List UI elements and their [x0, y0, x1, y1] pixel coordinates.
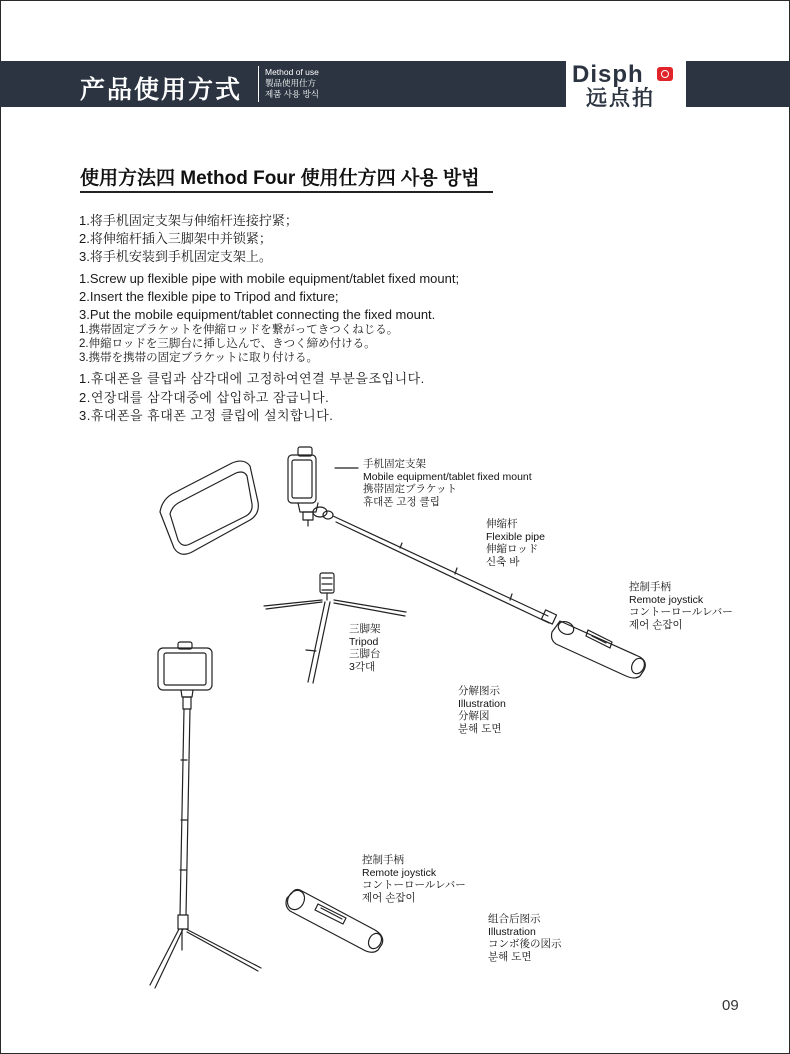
label-line: 手机固定支架 — [363, 458, 426, 470]
step-item: 3.将手机安装到手机固定支架上。 — [79, 249, 272, 264]
label-line: Remote joystick — [629, 593, 704, 606]
step-item: 1.携帯固定ブラケットを伸縮ロッドを繋がってきつくねじる。 — [79, 324, 399, 336]
label-line: 携帯固定ブラケット — [363, 483, 457, 495]
label-line: コントーロールレバー — [362, 879, 466, 891]
label-line: 분해 도면 — [458, 722, 502, 735]
label-line: 휴대폰 고정 클립 — [363, 495, 440, 508]
tripod-drawing — [264, 573, 406, 683]
label-line: Tripod — [349, 635, 379, 648]
label-line: コンボ後の図示 — [488, 938, 562, 950]
label-tripod — [349, 623, 381, 673]
label-line: 控制手柄 — [629, 581, 671, 593]
label-line: 三脚架 — [349, 623, 381, 635]
label-line: 分解図 — [458, 710, 490, 722]
label-pipe — [486, 518, 545, 568]
subtitle-jp: 製品使用仕方 — [265, 78, 317, 88]
tablet-drawing — [160, 461, 258, 554]
label-line: 분해 도면 — [488, 950, 532, 963]
label-line: 신축 바 — [486, 555, 520, 568]
label-line: Mobile equipment/tablet fixed mount — [363, 470, 532, 483]
label-joystick-bottom — [362, 854, 466, 904]
label-line: Illustration — [488, 925, 536, 938]
page-title: 产品使用方式 — [80, 76, 243, 104]
step-item: 1.将手机固定支架与伸缩杆连接拧紧； — [79, 213, 298, 228]
label-line: 组合后图示 — [488, 913, 541, 925]
label-line: 控制手柄 — [362, 854, 404, 866]
logo-text-cn: 远点拍 — [586, 87, 655, 110]
page-number: 09 — [722, 997, 739, 1014]
step-item: 1.Screw up flexible pipe with mobile equipment/tablet fixed mount; — [79, 271, 460, 286]
assembled-selfie-stick-drawing — [150, 642, 261, 988]
label-line: 伸縮ロッド — [486, 543, 539, 555]
step-item: 3.휴대폰을 휴대폰 고정 클립에 설치합니다. — [79, 408, 334, 423]
label-joystick-top — [629, 581, 733, 631]
label-line: 3각대 — [349, 660, 376, 673]
subtitle-kr: 제품 사용 방식 — [265, 89, 319, 99]
section-heading: 使用方法四 Method Four 使用仕方四 사용 방법 — [80, 168, 480, 189]
label-line: コントーロールレバー — [629, 606, 733, 618]
label-line: 分解图示 — [458, 685, 500, 697]
step-item: 1.휴대폰을 클립과 삼각대에 고정하여연결 부분을조입니다. — [79, 371, 425, 386]
logo-text-en: Disph — [572, 61, 644, 88]
label-line: Illustration — [458, 697, 506, 710]
label-exploded — [458, 685, 506, 735]
label-mount — [363, 458, 532, 508]
subtitle-en: Method of use — [265, 67, 319, 77]
step-item: 3.Put the mobile equipment/tablet connecting the fixed mount. — [79, 307, 436, 322]
step-item: 2.연장대를 삼각대중에 삽입하고 잠급니다. — [79, 389, 330, 405]
exploded-mount-drawing — [288, 447, 333, 526]
step-item: 2.伸縮ロッドを三脚台に挿し込んで、きつく締め付ける。 — [79, 338, 376, 350]
label-line: Flexible pipe — [486, 530, 545, 543]
step-item: 2.将伸缩杆插入三脚架中并锁紧； — [79, 231, 272, 246]
label-line: 三脚台 — [349, 648, 381, 660]
label-line: 伸缩杆 — [486, 518, 518, 530]
step-item: 2.Insert the flexible pipe to Tripod and fixture; — [79, 289, 339, 304]
label-assembled — [488, 913, 562, 963]
label-line: Remote joystick — [362, 866, 437, 879]
label-line: 제어 손잡이 — [629, 618, 683, 631]
label-line: 제어 손잡이 — [362, 891, 416, 904]
step-item: 3.携帯を携帯の固定ブラケットに取り付ける。 — [79, 352, 319, 364]
